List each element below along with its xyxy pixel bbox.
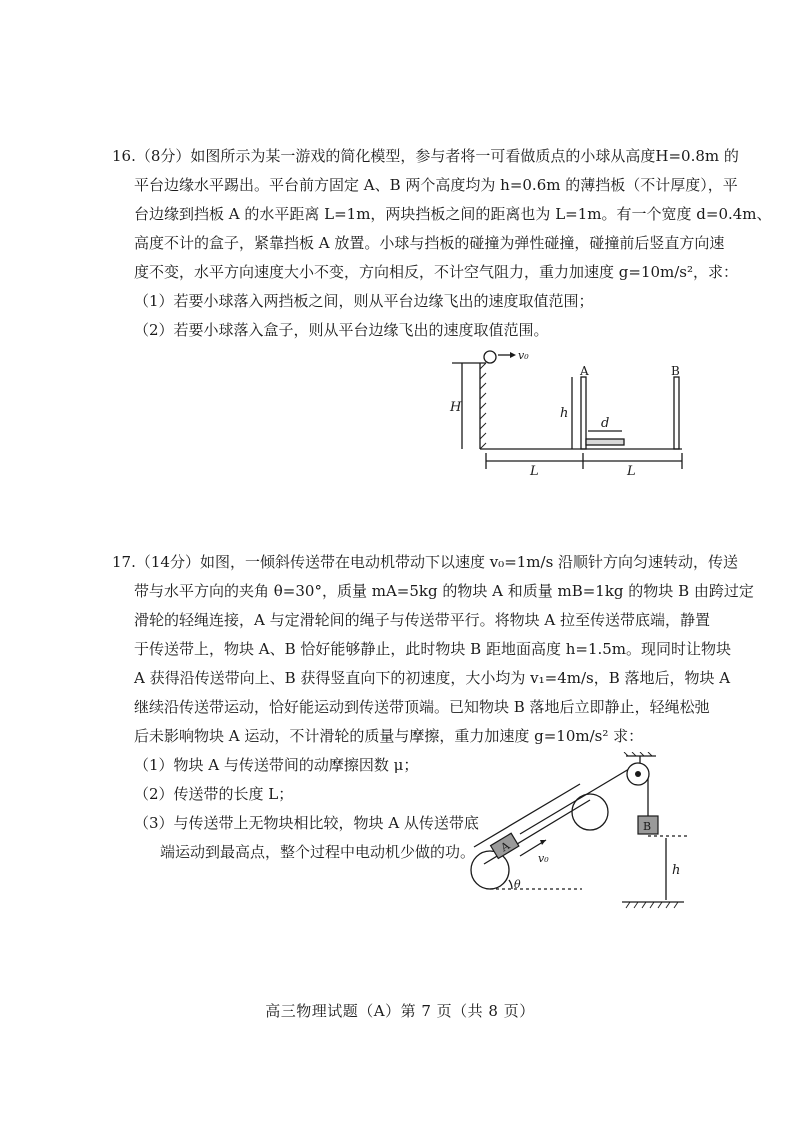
q17-subquestion-2: （2）传送带的长度 L；: [134, 785, 294, 803]
H-label: H: [450, 400, 462, 415]
board-B: [674, 377, 679, 449]
q17-line-5: A 获得沿传送带向上、B 获得竖直向下的初速度，大小均为 v₁=4m/s，B 落地后，物块 A: [134, 669, 731, 687]
q16-subquestion-2: （2）若要小球落入盒子，则从平台边缘飞出的速度取值范围。: [134, 321, 549, 339]
q17-line-1: 17.（14分）如图，一倾斜传送带在电动机带动下以速度 v₀=1m/s 沿顺针方向匀速转动，传送: [112, 553, 739, 571]
q17-line-6: 继续沿传送带运动，恰好能运动到传送带顶端。已知物块 B 落地后立即静止，轻绳松弛: [134, 698, 710, 716]
q17-subquestion-3b: 端运动到最高点，整个过程中电动机少做的功。: [160, 843, 476, 861]
box-d: [586, 439, 624, 445]
L-label-1: L: [530, 464, 539, 479]
q17-line-4: 于传送带上，物块 A、B 恰好能够静止，此时物块 B 距地面高度 h=1.5m。现同时让物块: [134, 640, 732, 658]
platform-hatch: [480, 363, 486, 449]
q17-figure: [462, 752, 690, 912]
q16-line-4: 高度不计的盒子，紧靠挡板 A 放置。小球与挡板的碰撞为弹性碰撞，碰撞前后竖直方向速: [134, 234, 725, 252]
q16-line-5: 度不变，水平方向速度大小不变，方向相反，不计空气阻力，重力加速度 g=10m/s²，求：: [134, 263, 739, 281]
L-label-2: L: [627, 464, 636, 479]
v0-label: v₀: [518, 349, 529, 362]
q17-line-2: 带与水平方向的夹角 θ=30°，质量 mA=5kg 的物块 A 和质量 mB=1kg 的物块 B 由跨过定: [134, 582, 754, 600]
board-A-label: A: [580, 364, 589, 378]
block-A: [491, 833, 519, 858]
question-16: [112, 142, 772, 345]
q16-line-2: 平台边缘水平踢出。平台前方固定 A、B 两个高度均为 h=0.6m 的薄挡板（不计厚度），平: [134, 176, 738, 194]
page-footer: 高三物理试题（A）第 7 页（共 8 页）: [265, 1002, 535, 1020]
h-label: h: [672, 863, 681, 878]
theta-label: θ: [514, 878, 521, 891]
block-A-label: A: [498, 839, 512, 855]
ball: [484, 351, 496, 363]
h-label: h: [560, 406, 569, 421]
board-B-label: B: [671, 364, 680, 378]
board-A: [581, 377, 586, 449]
v0-label: v₀: [538, 852, 549, 865]
q17-subquestion-3a: （3）与传送带上无物块相比较，物块 A 从传送带底: [134, 814, 479, 832]
q17-subquestion-1: （1）物块 A 与传送带间的动摩擦因数 μ；: [134, 756, 419, 774]
q16-subquestion-1: （1）若要小球落入两挡板之间，则从平台边缘飞出的速度取值范围；: [134, 292, 594, 310]
q17-line-3: 滑轮的轻绳连接，A 与定滑轮间的绳子与传送带平行。将物块 A 拉至传送带底端，静置: [134, 611, 710, 629]
belt-lower-roller: [471, 851, 509, 889]
q16-line-1: 16.（8分）如图所示为某一游戏的简化模型，参与者将一可看做质点的小球从高度H=0.8m 的: [112, 147, 739, 165]
d-label: d: [601, 416, 610, 431]
q16-line-3: 台边缘到挡板 A 的水平距离 L=1m，两块挡板之间的距离也为 L=1m。有一个宽度 d=0.4m、: [134, 205, 772, 223]
block-B-label: B: [643, 820, 652, 833]
q16-figure: [440, 345, 700, 480]
theta-arc: [509, 880, 512, 889]
q17-line-7: 后未影响物块 A 运动，不计滑轮的质量与摩擦，重力加速度 g=10m/s² 求：: [134, 727, 644, 745]
